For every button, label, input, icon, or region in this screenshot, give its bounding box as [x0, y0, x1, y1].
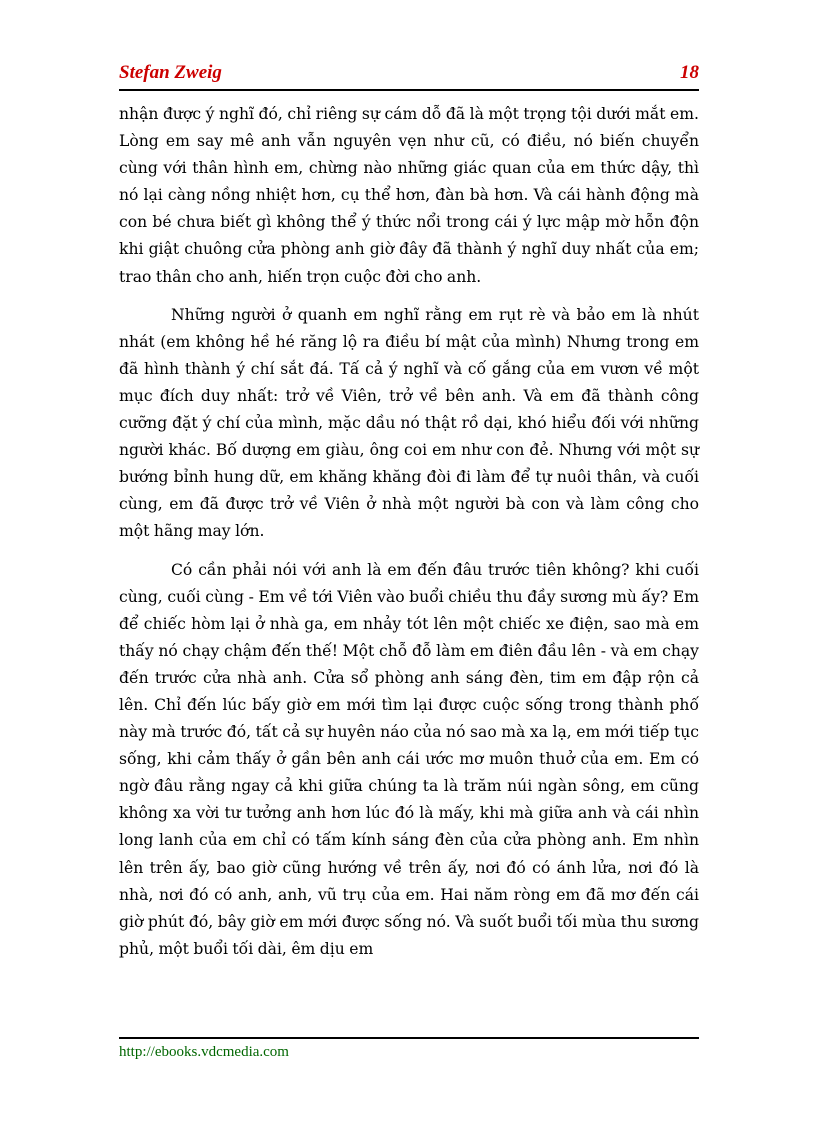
page-header: [119, 62, 699, 88]
footer-divider: [119, 1037, 699, 1039]
paragraph-1: nhận được ý nghĩ đó, chỉ riêng sự cám dỗ đã là một trọng tội dưới mắt em. Lòng em say mê anh vẫn nguyên vẹn như cũ, có điều, nó biến chuyển cùng với thân hình em, chừng nào những giác quan của em thức dậy, thì nó lại càng nồng nhiệt hơn, cụ thể hơn, đàn bà hơn. Và cái hành động mà con bé chưa biết gì không thể ý thức nổi trong cái ý lực mập mờ hỗn độn khi giật chuông cửa phòng anh giờ đây đã thành ý nghĩ duy nhất của em; trao thân cho anh, hiến trọn cuộc đời cho anh.: [119, 105, 699, 286]
footer-link[interactable]: http://ebooks.vdcmedia.com: [119, 1044, 289, 1060]
page-number: 18: [680, 62, 699, 83]
header-divider: [119, 89, 699, 91]
paragraph-3: Có cần phải nói với anh là em đến đâu trước tiên không? khi cuối cùng, cuối cùng - Em về tới Viên vào buổi chiều thu đầy sương mù ấy? Em để chiếc hòm lại ở nhà ga, em nhảy tót lên một chiếc xe điện, sao mà em thấy nó chạy chậm đến thế! Một chỗ đỗ làm em điên đầu lên - và em chạy đến trước cửa nhà anh. Cửa sổ phòng anh sáng đèn, tim em đập rộn cả lên. Chỉ đến lúc bấy giờ em mới tìm lại được cuộc sống trong thành phố này mà trước đó, tất cả sự huyên náo của nó sao mà xa lạ, em mới tiếp tục sống, khi cảm thấy ở gần bên anh cái ước mơ muôn thuở của em. Em có ngờ đâu rằng ngay cả khi giữa chúng ta là trăm núi ngàn sông, em cũng không xa vời tư tưởng anh hơn lúc đó là mấy, khi mà giữa anh và cái nhìn long lanh của em chỉ có tấm kính sáng đèn của cửa phòng anh. Em nhìn lên trên ấy, bao giờ cũng hướng về trên ấy, nơi đó có ánh lửa, nơi đó là nhà, nơi đó có anh, anh, vũ trụ của em. Hai năm ròng em đã mơ đến cái giờ phút đó, bây giờ em mới được sống nó. Và suốt buổi tối mùa thu sương phủ, một buổi tối dài, êm dịu em: [119, 560, 699, 958]
body-text: [119, 101, 699, 974]
paragraph-2: Những người ở quanh em nghĩ rằng em rụt rè và bảo em là nhút nhát (em không hề hé răng lộ ra điều bí mật của mình) Nhưng trong em đã hình thành ý chí sắt đá. Tấ cả ý nghĩ và cố gắng của em vươn về một mục đích duy nhất: trở về Viên, trở về bên anh. Và em đã thành công cưỡng đặt ý chí của mình, mặc dầu nó thật rồ dại, khó hiểu đối với những người khác. Bố dượng em giàu, ông coi em như con đẻ. Nhưng với một sự bướng bỉnh hung dữ, em khăng khăng đòi đi làm để tự nuôi thân, và cuối cùng, em đã được trở về Viên ở nhà một người bà con và làm công cho một hãng may lớn.: [119, 305, 699, 541]
author-name: Stefan Zweig: [119, 62, 222, 83]
